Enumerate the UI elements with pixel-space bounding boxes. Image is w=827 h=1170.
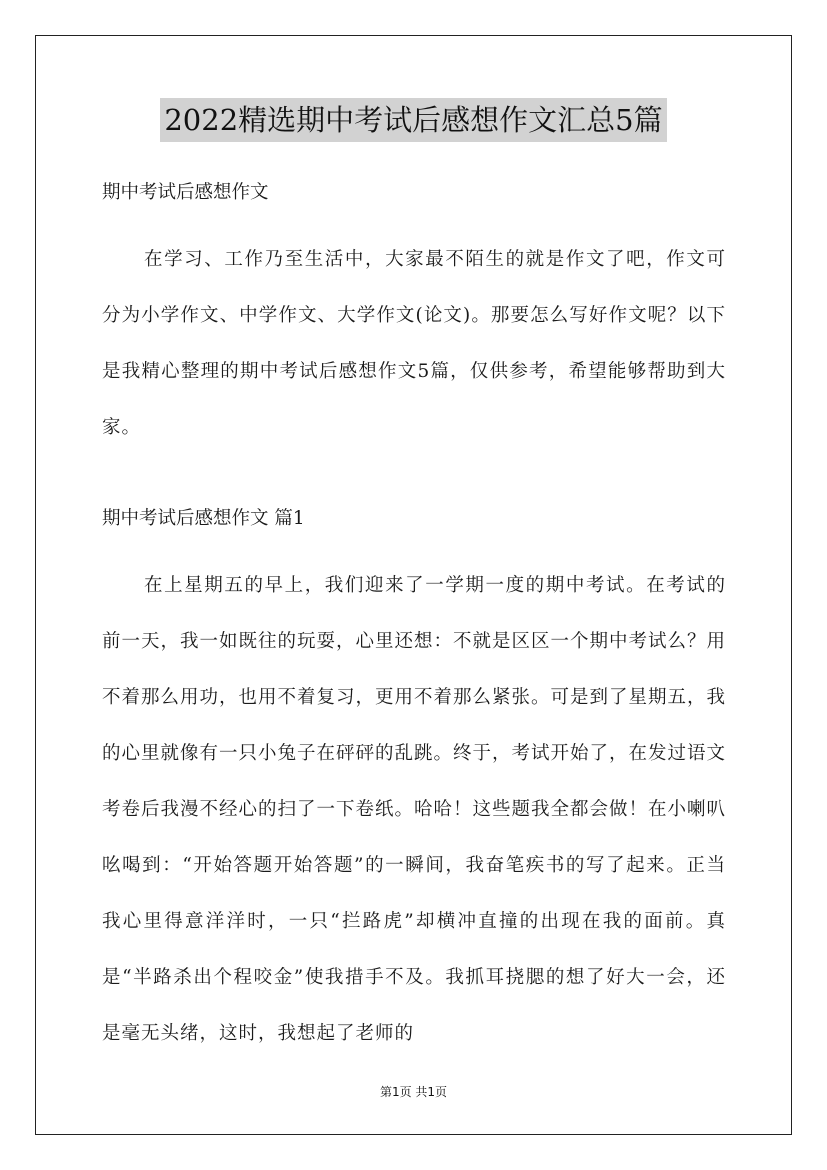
intro-paragraph: 在学习、工作乃至生活中，大家最不陌生的就是作文了吧，作文可分为小学作文、中学作文、大学作文(论文)。那要怎么写好作文呢？以下是我精心整理的期中考试后感想作文5篇，仅供参考，希望能够帮助到大家。 [102, 249, 726, 438]
page-indicator: 第1页 共1页 [379, 1085, 448, 1099]
title-container [0, 98, 827, 142]
document-title: 2022精选期中考试后感想作文汇总5篇 [160, 98, 666, 142]
intro-heading: 期中考试后感想作文 [102, 182, 269, 203]
section-1-heading: 期中考试后感想作文 篇1 [102, 508, 305, 529]
section-1-paragraph: 在上星期五的早上，我们迎来了一学期一度的期中考试。在考试的前一天，我一如既往的玩耍，心里还想：不就是区区一个期中考试么？用不着那么用功，也用不着复习，更用不着那么紧张。可是到了星期五，我的心里就像有一只小兔子在砰砰的乱跳。终于，考试开始了，在发过语文考卷后我漫不经心的扫了一下卷纸。哈哈！这些题我全都会做！在小喇叭吆喝到：“开始答题开始答题”的一瞬间，我奋笔疾书的写了起来。正当我心里得意洋洋时，一只“拦路虎”却横冲直撞的出现在我的面前。真是“半路杀出个程咬金”使我措手不及。我抓耳挠腮的想了好大一会，还是毫无头绪，这时，我想起了老师的 [102, 575, 727, 1044]
